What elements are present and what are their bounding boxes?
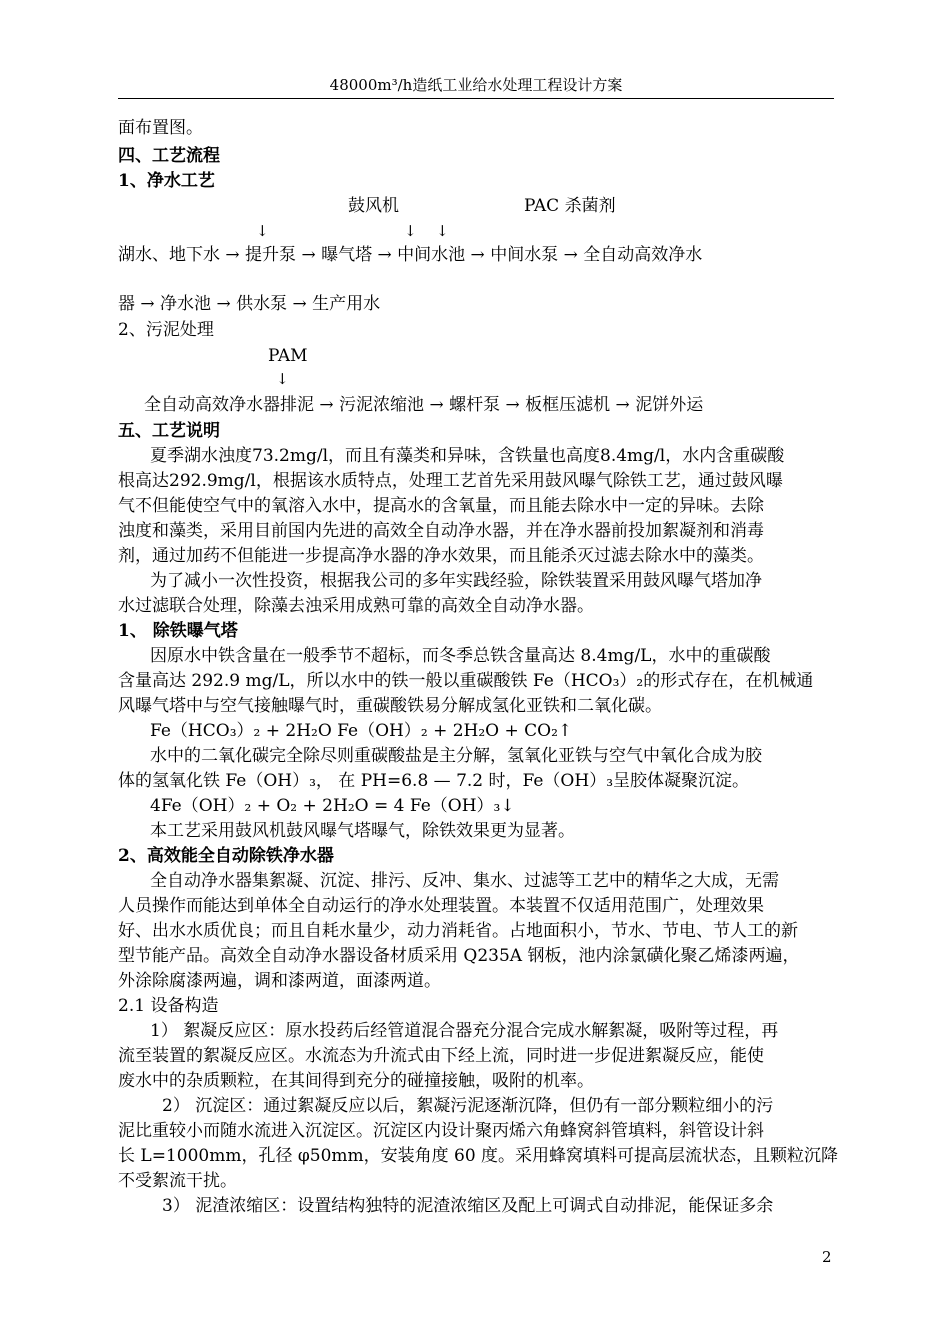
flow-line: 全自动高效净水器排泥 → 污泥浓缩池 → 螺杆泵 → 板框压滤机 → 泥饼外运 [144, 395, 704, 415]
down-arrow-icon: ↓ [436, 222, 449, 240]
chemical-equation: 4Fe（OH）₂ + O₂ + 2H₂O = 4 Fe（OH）₃↓ [150, 796, 515, 816]
list-item: 2） 沉淀区：通过絮凝反应以后，絮凝污泥逐渐沉降，但仍有一部分颗粒细小的污 [162, 1096, 774, 1116]
section-heading: 四、工艺流程 [118, 146, 220, 166]
text-line: 风曝气塔中与空气接触曝气时，重碳酸铁易分解成氢化亚铁和二氧化碳。 [118, 696, 662, 716]
text-line: 流至装置的絮凝反应区。水流态为升流式由下经上流，同时进一步促进絮凝反应，能使 [118, 1046, 764, 1066]
list-item: 1） 絮凝反应区：原水投药后经管道混合器充分混合完成水解絮凝，吸附等过程，再 [150, 1021, 779, 1041]
text-line: 人员操作而能达到单体全自动运行的净水处理装置。本装置不仅适用范围广，处理效果 [118, 896, 764, 916]
flow-line: 湖水、地下水 → 提升泵 → 曝气塔 → 中间水池 → 中间水泵 → 全自动高效净水 [118, 245, 703, 265]
text-line: 为了减小一次性投资，根据我公司的多年实践经验，除铁装置采用鼓风曝气塔加净 [150, 571, 762, 591]
text-line: 气不但能使空气中的氧溶入水中，提高水的含氧量，而且能去除水中一定的异味。去除 [118, 496, 764, 516]
header-divider [118, 98, 834, 99]
subsection-heading: 1、 除铁曝气塔 [118, 621, 238, 641]
page-number: 2 [822, 1248, 832, 1266]
text-line: 剂，通过加药不但能进一步提高净水器的净水效果，而且能杀灭过滤去除水中的藻类。 [118, 546, 764, 566]
text-line: 废水中的杂质颗粒，在其间得到充分的碰撞接触，吸附的机率。 [118, 1071, 594, 1091]
text-line: 本工艺采用鼓风机鼓风曝气塔曝气，除铁效果更为显著。 [150, 821, 575, 841]
text-line: 面布置图。 [118, 118, 203, 138]
text-line: 浊度和藻类，采用目前国内先进的高效全自动净水器，并在净水器前投加絮凝剂和消毒 [118, 521, 764, 541]
text-line: 长 L=1000mm，孔径 φ50mm，安装角度 60 度。采用蜂窝填料可提高层流状态，且颗粒沉降 [118, 1146, 839, 1166]
text-line: 泥比重较小而随水流进入沉淀区。沉淀区内设计聚丙烯六角蜂窝斜管填料，斜管设计斜 [118, 1121, 764, 1141]
subsection-heading: 2、污泥处理 [118, 320, 214, 340]
text-line: 夏季湖水浊度73.2mg/l，而且有藻类和异味，含铁量也高度8.4mg/l，水内含重碳酸 [150, 446, 785, 466]
section-heading: 五、工艺说明 [118, 421, 220, 441]
flow-label-pam: PAM [268, 346, 308, 366]
text-line: 外涂除腐漆两遍，调和漆两道，面漆两道。 [118, 971, 441, 991]
subsection-heading: 2、高效能全自动除铁净水器 [118, 846, 334, 866]
page-header-title: 48000m³/h造纸工业给水处理工程设计方案 [329, 76, 623, 94]
text-line: 水中的二氧化碳完全除尽则重碳酸盐是主分解，氢氧化亚铁与空气中氧化合成为胶 [150, 746, 762, 766]
flow-label-blower: 鼓风机 [348, 196, 399, 216]
list-item: 3） 泥渣浓缩区：设置结构独特的泥渣浓缩区及配上可调式自动排泥，能保证多余 [162, 1196, 774, 1216]
text-line: 根高达292.9mg/l，根据该水质特点，处理工艺首先采用鼓风曝气除铁工艺，通过鼓风曝 [118, 471, 783, 491]
text-line: 好、出水水质优良；而且自耗水量少，动力消耗省。占地面积小，节水、节电、节人工的新 [118, 921, 798, 941]
down-arrow-icon: ↓ [256, 222, 269, 240]
flow-line: 器 → 净水池 → 供水泵 → 生产用水 [118, 294, 381, 314]
down-arrow-icon: ↓ [404, 222, 417, 240]
subsection-heading: 1、净水工艺 [118, 171, 215, 191]
text-line: 体的氢氧化铁 Fe（OH）₃， 在 PH=6.8 — 7.2 时，Fe（OH）₃呈胶体凝聚沉淀。 [118, 771, 750, 791]
subsection-heading: 2.1 设备构造 [118, 996, 219, 1016]
text-line: 全自动净水器集絮凝、沉淀、排污、反冲、集水、过滤等工艺中的精华之大成，无需 [150, 871, 779, 891]
text-line: 型节能产品。高效全自动净水器设备材质采用 Q235A 钢板，池内涂氯磺化聚乙烯漆两遍， [118, 946, 800, 966]
text-line: 不受絮流干扰。 [118, 1171, 237, 1191]
text-line: 因原水中铁含量在一般季节不超标，而冬季总铁含量高达 8.4mg/L，水中的重碳酸 [150, 646, 771, 666]
flow-label-pac: PAC 杀菌剂 [524, 196, 616, 216]
chemical-equation: Fe（HCO₃）₂ + 2H₂O Fe（OH）₂ + 2H₂O + CO₂↑ [150, 721, 573, 741]
text-line: 含量高达 292.9 mg/L，所以水中的铁一般以重碳酸铁 Fe（HCO₃）₂的形式存在，在机械通 [118, 671, 814, 691]
text-line: 水过滤联合处理，除藻去浊采用成熟可靠的高效全自动净水器。 [118, 596, 594, 616]
down-arrow-icon: ↓ [276, 370, 289, 388]
